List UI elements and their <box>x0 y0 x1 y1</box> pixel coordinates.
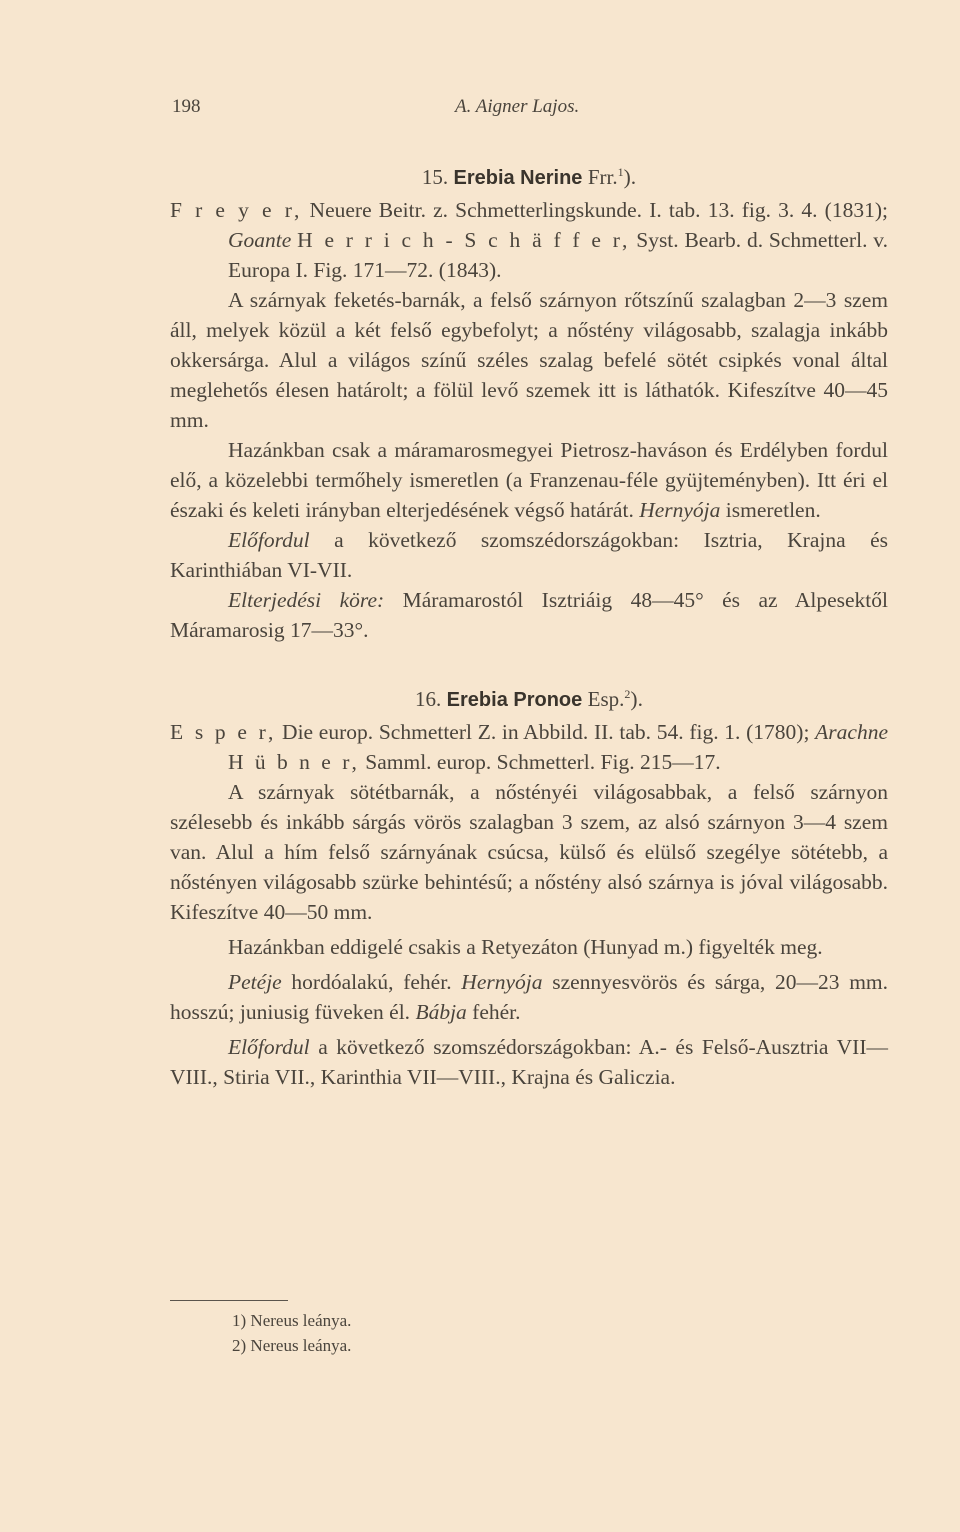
species-heading-16 <box>170 679 888 715</box>
footnote-1: 1) Nereus leánya. <box>232 1311 352 1330</box>
occurrence-paragraph: Előfordul a következő szomszédországokban: A.- és Felső-Ausztria VII—VIII., Stiria VII., Karinthia VII—VIII., Krajna és Galiczia. <box>170 1035 888 1090</box>
occurrence-paragraph: Előfordul a következő szomszédországokban: Isztria, Krajna és Karinthiában VI-VII. <box>170 528 888 583</box>
description-paragraph: A szárnyak sötétbarnák, a nőstényéi világosabbak, a felső szárnyon szélesebb és inkább sárgás vörös szalagban 3 szem, az alsó szárnyon 3—4 szem van. Alul a hím felső szárnyának csúcsa, külső és elülső szegélye sötétebb, a nőstényen világosabb szürke behintésű; a nőstény alsó szárnya is jóval világosabb. Kifeszítve 40—50 mm. <box>170 780 888 925</box>
distribution-paragraph: Hazánkban eddigelé csakis a Retyezáton (Hunyad m.) figyelték meg. <box>228 935 823 960</box>
species-number: 16. <box>415 687 442 712</box>
footnotes <box>232 1308 351 1358</box>
page-number: 198 <box>172 96 201 117</box>
species-author: Frr. <box>587 165 618 190</box>
ref-author: E s p e r, <box>170 720 277 745</box>
species-number: 15. <box>421 165 449 190</box>
page-body <box>170 153 888 1092</box>
literature-reference <box>170 195 888 285</box>
ref-author: H ü b n e r, <box>228 750 360 775</box>
ref-author: H e r r i c h - S c h ä f f e r, <box>297 228 631 253</box>
heading-close: ). <box>623 165 637 190</box>
ref-synonym: Arachne <box>815 720 888 745</box>
ref-author: F r e y e r, <box>170 198 303 223</box>
footnote-2: 2) Nereus leánya. <box>232 1336 352 1355</box>
footnote-divider <box>170 1300 288 1301</box>
species-author: Esp. <box>587 687 625 712</box>
species-name: Erebia Pronoe <box>446 689 583 712</box>
species-name: Erebia Nerine <box>453 167 583 190</box>
heading-close: ). <box>630 687 643 712</box>
running-header: A. Aigner Lajos. <box>455 96 580 117</box>
species-heading-15 <box>170 157 888 193</box>
section-gap <box>170 645 888 675</box>
ref-text: Die europ. Schmetterl Z. in Abbild. II. tab. 54. fig. 1. (1780); <box>276 720 816 745</box>
range-paragraph: Elterjedési köre: Máramarostól Isztriáig 48—45° és az Alpesektől Máramarosig 17—33°. <box>170 588 889 643</box>
ref-text: Syst. Bearb. d. Schmetterl. v. Europa I. Fig. 171—72. (1843). <box>228 228 888 283</box>
ref-text: Neuere Beitr. z. Schmetterlingskunde. I. tab. 13. fig. 3. 4. (1831); <box>302 198 888 223</box>
lifecycle-paragraph: Petéje hordóalakú, fehér. Hernyója szennyesvörös és sárga, 20—23 mm. hosszú; juniusig füveken él. Bábja fehér. <box>170 970 889 1025</box>
ref-text: Samml. europ. Schmetterl. Fig. 215—17. <box>359 750 721 775</box>
ref-synonym: Goante <box>228 228 292 253</box>
footnote-mark: 2 <box>624 687 631 702</box>
distribution-paragraph: Hazánkban csak a máramarosmegyei Pietrosz-haváson és Erdélyben fordul elő, a közelebbi termőhely ismeretlen (a Franzenau-féle gyüjteményben). Itt éri el északi és keleti irányban elterjedésének végső határát. Hernyója ismeretlen. <box>170 438 888 523</box>
literature-reference <box>170 717 888 777</box>
description-paragraph: A szárnyak feketés-barnák, a felső szárnyon rőtszínű szalagban 2—3 szem áll, melyek közül a két felső egybefolyt; a nőstény világosabb, szalagja inkább okkersárga. Alul a világos színű széles szalag befelé sötét csipkés vonal által meglehetős élesen határolt; a fölül levő szemek itt is láthatók. Kifeszítve 40—45 mm. <box>170 288 888 433</box>
footnote-mark: 1 <box>617 165 624 179</box>
